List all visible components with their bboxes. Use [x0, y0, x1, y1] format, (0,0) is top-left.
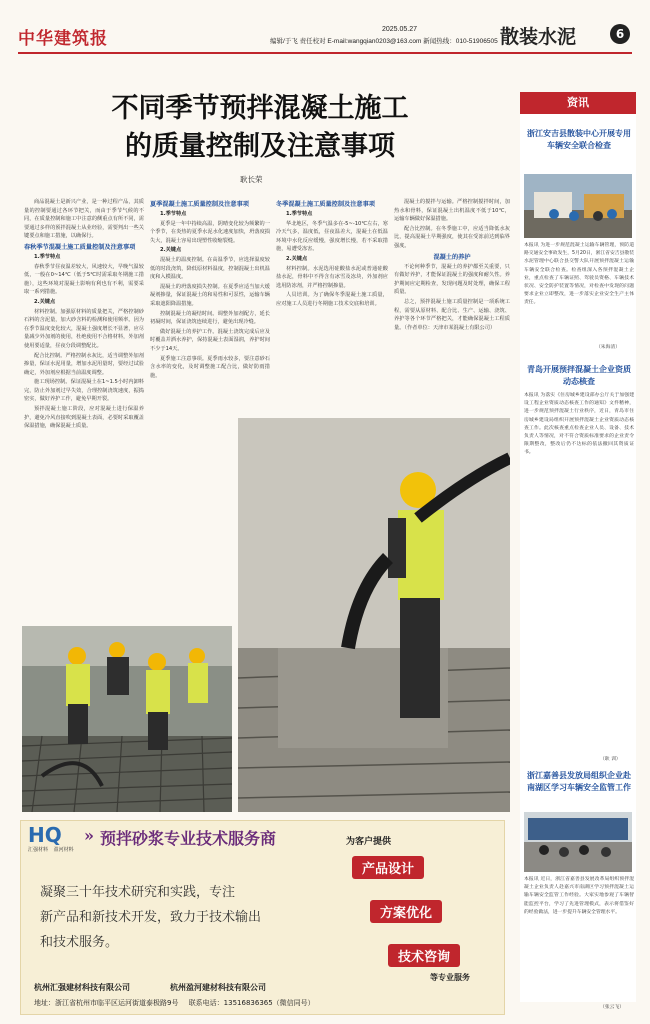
summer-heading: 夏季混凝土施工质量控制及注意事项: [150, 201, 249, 208]
intro-paragraph: 商品混凝土是新兴产业，是一种过程产品，其质量的控制要通过各环节把关，而由于季节气候的不同，在质量控制和施工中注意的侧重点有所不同，需要通过多样的预拌混凝土从业经验，需要判出一些关键要点和施工措施，以确保行。: [24, 199, 144, 240]
article-title: [60, 90, 460, 166]
ad-tag-plan-optimization: 方案优化: [370, 900, 442, 923]
news-3-body: 本报讯 近日，浙江省嘉善县发展改革局组织预拌混凝土企业负责人赴嘉兴市南湖区学习预拌混凝土运输车辆安全监管工作经验。大家实地参观了车辆智能监控平台，学习了先进管理模式，表示将借鉴好的经验做法，进一步提升车辆安全管理水平。: [524, 877, 634, 915]
ad-slogan-1: 凝聚三十年技术研究和实践，专注: [40, 885, 236, 900]
news-3-photo-image: [524, 812, 632, 872]
byline: 耿长荣: [240, 175, 263, 184]
article-title-line1: 不同季节预拌混凝土施工: [111, 93, 409, 124]
ad-logo-sub-2: 盈河材料: [53, 847, 74, 853]
curing-paragraph-2: 总之，预拌混凝土施工质量控制是一项系统工程，需要从原材料、配合比、生产、运输、浇筑、养护等各个环节严格把关，才能确保混凝土工程质量。（作者单位：天津市某混凝土有限公司）: [394, 298, 510, 331]
spring-heading: 春秋季节混凝土施工质量控制及注意事项: [24, 243, 136, 251]
news-item-2: [524, 364, 634, 388]
ad-slogan-2: 新产品和新技术开发，致力于技术输出: [40, 910, 262, 925]
winter-paragraph-4: 配合比控制。在冬季施工中，应适当降低水灰比，提高混凝土早期强度，使其在受冻前达到临界强度。: [394, 225, 510, 249]
summer-sub-1: 1.季节特点: [160, 211, 187, 217]
spring-paragraph-5: 预拌混凝土施工阶段，应对混凝土进行保温养护，避免冷风直接吹到混凝土表面，必要时采取覆盖保温措施，确保混凝土质量。: [24, 406, 144, 430]
masthead-rule: [18, 52, 632, 54]
winter-paragraph-1: 华北地区，冬季气温多在-5~-10℃左右，寒冷天气多，温度低，昼夜温差大，混凝土在低温环境中水化反应缓慢，强度增长慢，若不采取措施，易遭受冻害。: [276, 220, 388, 253]
spring-sub-2: 2.关键点: [34, 298, 56, 305]
summer-sub-2: 2.关键点: [160, 247, 182, 254]
news-2-body: 本报讯 为落实《住房城乡建设部办公厅关于加强建设工程企业资质动态核查工作的通知》文件精神，进一步规范预拌混凝土行业秩序，近日，青岛市住房城乡建设局组织开展预拌混凝土企业资质动态核查工作。此次核查重点检查企业人员、设备、技术负责人等情况，对不符合资质标准要求的企业责令限期整改，整改后仍不达标的依法撤回其资质证书。: [524, 393, 634, 456]
photo-worker-pump-image: [238, 418, 510, 812]
news-1-title: 浙江安吉县散装中心开展专用车辆安全联合检查: [527, 129, 631, 150]
ad-tag-tech-consulting: 技术咨询: [388, 944, 460, 967]
winter-heading: 冬季混凝土施工质量控制及注意事项: [276, 201, 375, 208]
photo-workers-rebar: [22, 626, 232, 812]
summer-paragraph-5: 做好混凝土的养护工作。混凝土浇筑完成后应及时覆盖并洒水养护，保持混凝土表面湿润，养护时间不少于14天。: [150, 328, 270, 352]
article-title-line2: 的质量控制及注意事项: [125, 131, 395, 162]
section-name: 散装水泥: [500, 26, 577, 48]
news-2-title: 青岛开展预拌混凝土企业资质动态核查: [527, 365, 631, 386]
news-1-photo-image: [524, 174, 632, 238]
summer-paragraph-6: 夏季施工注意事项。夏季雨水较多，要注意砂石含水率的变化，及时调整施工配合比，做好防雨措施。: [150, 355, 270, 379]
winter-sub-2: 2.关键点: [286, 255, 308, 262]
news-1-author: （朱海清）: [596, 345, 620, 350]
news-3-photo: [524, 812, 632, 872]
ad-slogan-3: 和技术服务。: [40, 935, 119, 950]
ad-slogan: [40, 880, 340, 955]
ad-tag-suffix: 等专业服务: [430, 972, 470, 982]
curing-paragraph-1: 不论何种季节，混凝土的养护都至关重要，只有做好养护，才能保证混凝土的强度和耐久性。养护期间应定期检查，发现问题及时处理，确保工程质量。: [394, 263, 510, 296]
winter-paragraph-5: 人员培训。为了确保冬季混凝土施工质量，应对施工人员进行冬期施工技术交底和培训。: [276, 292, 388, 307]
ad-title: 预拌砂浆专业技术服务商: [100, 829, 277, 848]
news-3-author: （张云飞）: [600, 1005, 624, 1010]
summer-paragraph-2: 混凝土的温度控制。在高温季节，应选择温度较低的时段浇筑，降低原材料温度，控制混凝土出机温度和入模温度。: [150, 256, 270, 281]
ad-logo-sub-1: 汇强材料: [28, 847, 49, 853]
summer-paragraph-3: 混凝土的坍落度损失控制。在夏季应适当加大缓凝剂掺量，保证混凝土的和易性和可泵性，运输车辆采取遮阳降温措施。: [150, 283, 270, 307]
news-1-photo: [524, 174, 632, 238]
spring-paragraph-4: 施工现场控制。保证混凝土在1~1.5小时内卸料完，防止外加剂过早失效，合理控制浇筑速度，振捣密实，做好养护工作，避免早期开裂。: [24, 379, 144, 403]
ad-company-1: 杭州汇强建材科技有限公司: [34, 983, 130, 992]
winter-sub-1: 1.季节特点: [286, 211, 313, 217]
winter-paragraph-2: 材料控制。水泥选用硅酸盐水泥或普通硅酸盐水泥，骨料中不得含有冰雪及冻块，外加剂应选用防冻剂，并严格控制掺量。: [276, 265, 388, 289]
newspaper-logo: 中华建筑报: [18, 29, 108, 49]
ad-provide: 为客户提供: [346, 837, 392, 847]
ad-contact-line: [34, 998, 315, 1008]
issue-date: 2025.05.27: [382, 26, 418, 33]
page-number: 6: [610, 24, 630, 44]
spring-sub-1: 1.季节特点: [34, 253, 61, 260]
spring-paragraph-3: 配合比控制。严格控制水灰比，适当调整外加剂掺量，保证水泥用量，增加水泥用量时，要经过试验确定，外加剂应根据当前温度调整。: [24, 352, 144, 376]
news-1-body: 本报讯 为进一步规范混凝土运输车辆管理，预防道路交通安全事故发生，5月20日，浙江省安吉县散装水泥管理中心联合县交警大队开展预拌混凝土运输车辆安全联合检查。检查组深入各预拌混凝土企业，重点检查了车辆证照、驾驶员资格、车辆技术状况、安全防护装置等情况，对检查中发现的问题要求企业立即整改，进一步落实企业安全生产主体责任。: [524, 243, 634, 306]
news-2-author: （耿 训）: [600, 757, 621, 762]
winter-paragraph-3: 混凝土的搅拌与运输。严格控制搅拌时间，加热水和骨料，保证混凝土出机温度不低于10℃，运输车辆做好保温措施。: [394, 199, 510, 223]
photo-workers-rebar-image: [22, 626, 232, 812]
ad-address: 地址：浙江省杭州市临平区运河街道泰极路9号: [34, 999, 179, 1007]
summer-paragraph-4: 控制混凝土的凝结时间。调整外加剂配方，延长初凝时间，保证浇筑连续进行，避免出现冷缝。: [150, 310, 270, 326]
ad-logo-mark: HQ: [28, 823, 62, 847]
ad-logo: [28, 824, 88, 864]
news-3-title: 浙江嘉善县发放局组织企业赴南湖区学习车辆安全监管工作: [527, 771, 631, 792]
spring-paragraph-1: 春秋季节昼夜温差较大，风速较大，早晚气温较低，一般在0~14℃（低于5℃时需采取冬期施工措施），这些环境对混凝土影响有利也有不利，需要采取一系列措施。: [24, 263, 144, 296]
editor-line: 编辑/于飞 责任校对 E-mail:wangqian0203@163.com 新闻热线：010-51906505: [270, 38, 498, 45]
ad-phone: 联系电话：13516836365（微信同号）: [188, 999, 315, 1007]
sidebar-banner: 资讯: [520, 92, 636, 114]
article-column-1: [24, 198, 144, 618]
photo-worker-pump: [238, 418, 510, 812]
news-item-3: [524, 770, 634, 794]
ad-tag-product-design: 产品设计: [352, 856, 424, 879]
summer-paragraph-1: 夏季是一年中持续高温，阴晴变化较为频繁的一个季节，在炎热的夏季水泥水化速度加快，坍落度损失大，混凝土容易出现塑性收缩裂缝。: [150, 220, 270, 244]
chevron-right-icon: »: [84, 826, 94, 845]
news-item-1: [524, 128, 634, 152]
spring-paragraph-2: 材料控制。加强原材料的质量把关，严格控制砂石料的含泥量，加大砂含料的检测和使用频率。因为在季节温度变化较大，混凝土强度增长不显著，应尽量减少外加剂的使用，杜绝使用不合格材料，外加剂使用要适量，昼夜分段调整配比。: [24, 308, 144, 349]
ad-company-2: 杭州盈河建材科技有限公司: [170, 983, 266, 992]
curing-heading: 混凝土的养护: [433, 253, 471, 261]
